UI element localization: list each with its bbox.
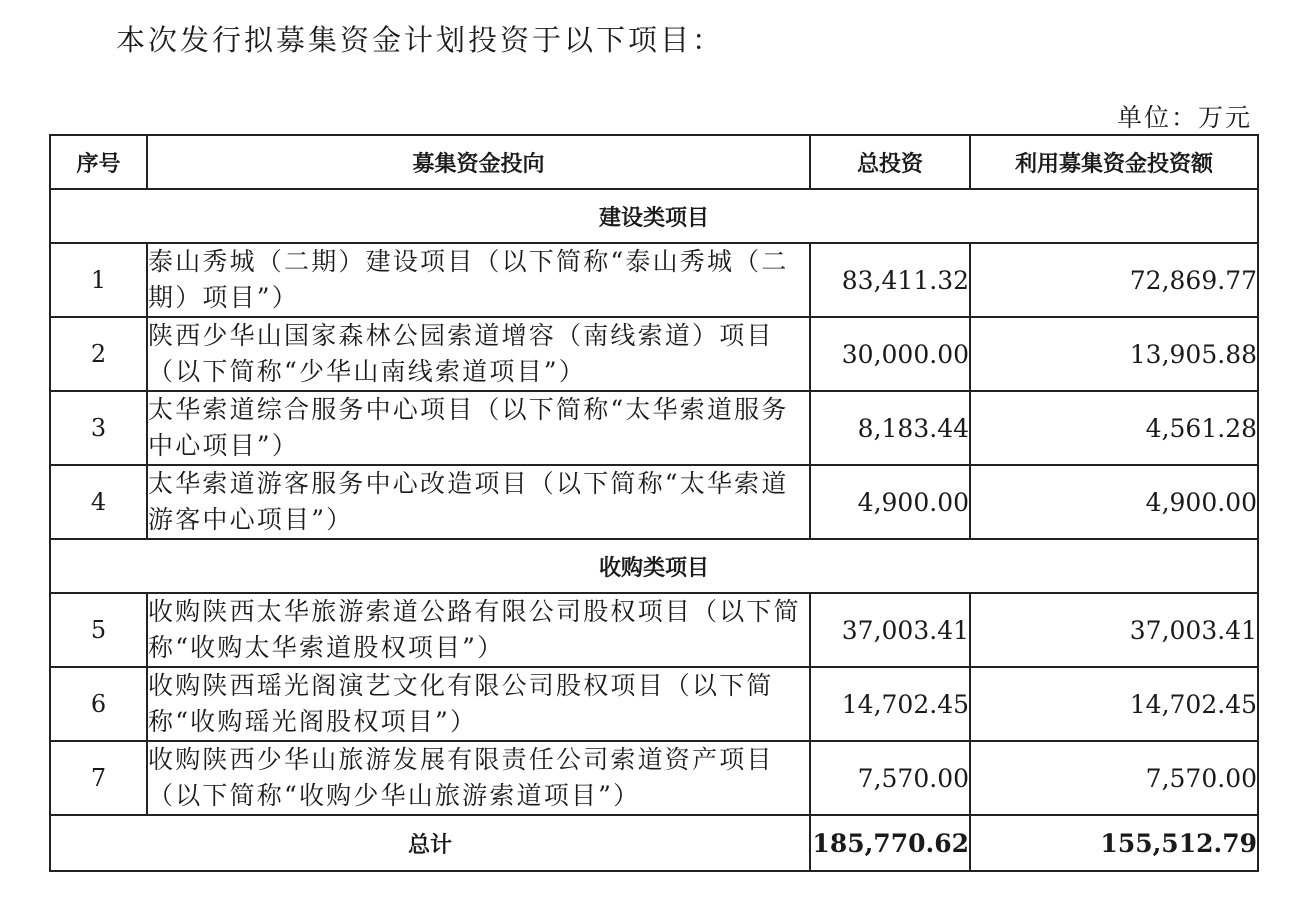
row-seq: 6 bbox=[50, 667, 147, 741]
intro-text: 本次发行拟募集资金计划投资于以下项目： bbox=[116, 23, 725, 57]
row-seq: 7 bbox=[50, 741, 147, 815]
row-purpose: 收购陕西瑶光阁演艺文化有限公司股权项目（以下简称“收购瑶光阁股权项目”） bbox=[147, 667, 810, 741]
row-raised-funds: 14,702.45 bbox=[970, 667, 1258, 741]
row-seq: 5 bbox=[50, 593, 147, 667]
fund-usage-table bbox=[49, 134, 1259, 872]
row-total-investment: 4,900.00 bbox=[810, 465, 970, 539]
row-seq: 1 bbox=[50, 243, 147, 317]
row-purpose: 太华索道游客服务中心改造项目（以下简称“太华索道游客中心项目”） bbox=[147, 465, 810, 539]
row-raised-funds: 7,570.00 bbox=[970, 741, 1258, 815]
table-row bbox=[50, 741, 1258, 815]
row-raised-funds: 4,561.28 bbox=[970, 391, 1258, 465]
row-purpose: 收购陕西少华山旅游发展有限责任公司索道资产项目（以下简称“收购少华山旅游索道项目”） bbox=[147, 741, 810, 815]
row-seq: 4 bbox=[50, 465, 147, 539]
total-row bbox=[50, 815, 1258, 871]
table-header-row bbox=[50, 135, 1258, 189]
row-purpose: 泰山秀城（二期）建设项目（以下简称“泰山秀城（二期）项目”） bbox=[147, 243, 810, 317]
group-row bbox=[50, 189, 1258, 243]
header-total-investment: 总投资 bbox=[810, 135, 970, 189]
row-raised-funds: 37,003.41 bbox=[970, 593, 1258, 667]
header-purpose: 募集资金投向 bbox=[147, 135, 810, 189]
row-purpose: 收购陕西太华旅游索道公路有限公司股权项目（以下简称“收购太华索道股权项目”） bbox=[147, 593, 810, 667]
row-total-investment: 14,702.45 bbox=[810, 667, 970, 741]
row-total-investment: 37,003.41 bbox=[810, 593, 970, 667]
group-title: 收购类项目 bbox=[50, 539, 1258, 593]
row-seq: 2 bbox=[50, 317, 147, 391]
table-row bbox=[50, 667, 1258, 741]
raised-funds-sum: 155,512.79 bbox=[970, 815, 1258, 871]
group-title: 建设类项目 bbox=[50, 189, 1258, 243]
row-raised-funds: 13,905.88 bbox=[970, 317, 1258, 391]
table-row bbox=[50, 243, 1258, 317]
table-row bbox=[50, 317, 1258, 391]
row-total-investment: 30,000.00 bbox=[810, 317, 970, 391]
group-row bbox=[50, 539, 1258, 593]
total-investment-sum: 185,770.62 bbox=[810, 815, 970, 871]
row-total-investment: 8,183.44 bbox=[810, 391, 970, 465]
total-label: 总计 bbox=[50, 815, 810, 871]
unit-label: 单位：万元 bbox=[1116, 103, 1252, 132]
row-total-investment: 83,411.32 bbox=[810, 243, 970, 317]
header-seq: 序号 bbox=[50, 135, 147, 189]
row-raised-funds: 4,900.00 bbox=[970, 465, 1258, 539]
row-purpose: 太华索道综合服务中心项目（以下简称“太华索道服务中心项目”） bbox=[147, 391, 810, 465]
table-row bbox=[50, 465, 1258, 539]
row-seq: 3 bbox=[50, 391, 147, 465]
header-raised-funds: 利用募集资金投资额 bbox=[970, 135, 1258, 189]
row-total-investment: 7,570.00 bbox=[810, 741, 970, 815]
table-row bbox=[50, 593, 1258, 667]
table-row bbox=[50, 391, 1258, 465]
row-raised-funds: 72,869.77 bbox=[970, 243, 1258, 317]
row-purpose: 陕西少华山国家森林公园索道增容（南线索道）项目（以下简称“少华山南线索道项目”） bbox=[147, 317, 810, 391]
